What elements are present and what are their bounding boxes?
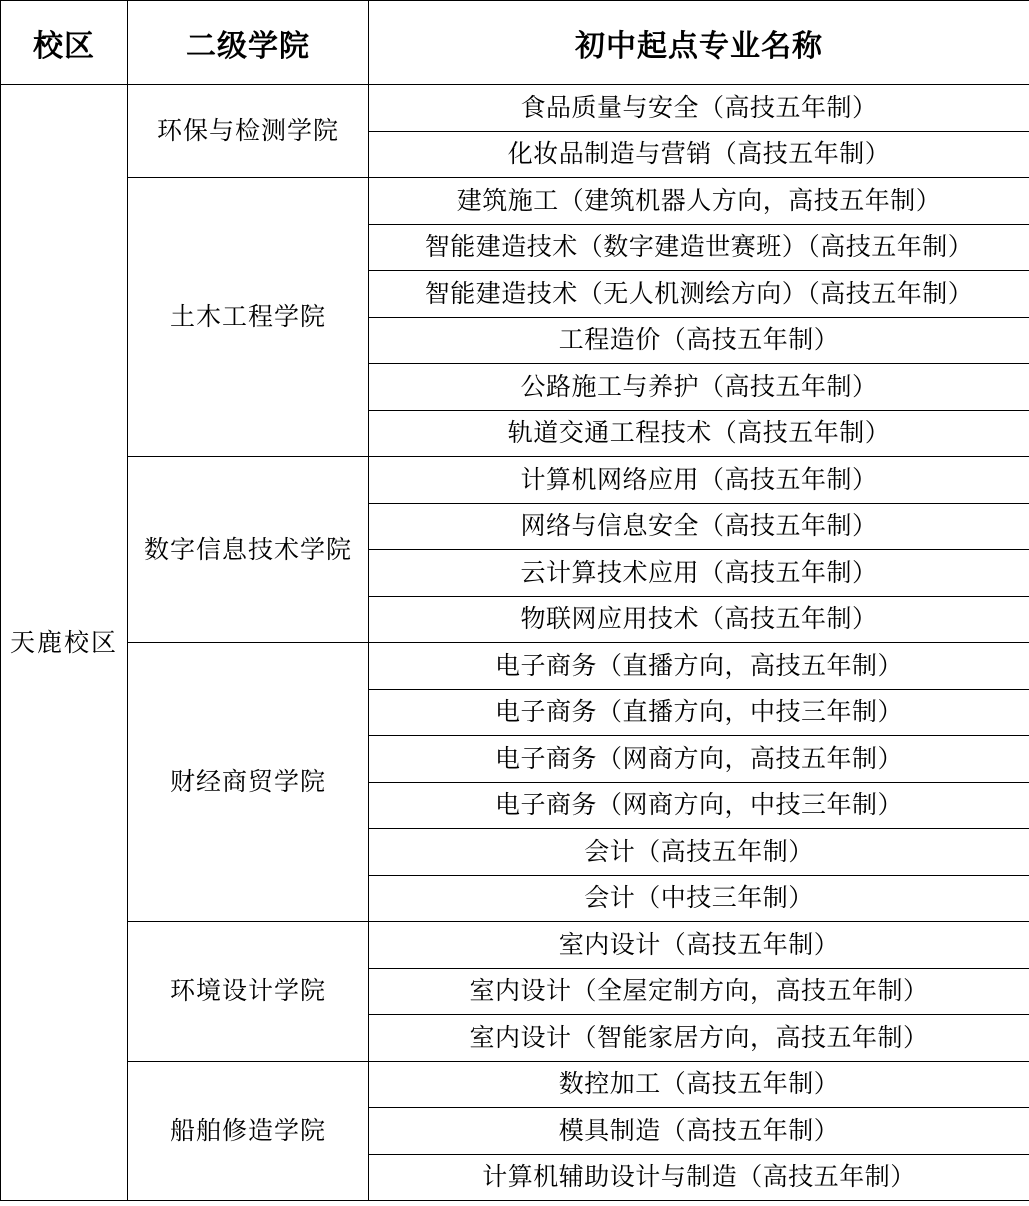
table-row (1, 922, 1029, 969)
major-cell: 电子商务（直播方向，中技三年制） (369, 689, 1029, 736)
college-cell: 土木工程学院 (128, 178, 369, 457)
college-cell: 船舶修造学院 (128, 1061, 369, 1201)
major-cell: 智能建造技术（无人机测绘方向）（高技五年制） (369, 271, 1029, 318)
major-cell: 食品质量与安全（高技五年制） (369, 85, 1029, 132)
table-row (1, 457, 1029, 504)
major-cell: 轨道交通工程技术（高技五年制） (369, 410, 1029, 457)
major-cell: 建筑施工（建筑机器人方向，高技五年制） (369, 178, 1029, 225)
major-cell: 数控加工（高技五年制） (369, 1061, 1029, 1108)
header-college: 二级学院 (128, 1, 369, 85)
major-cell: 室内设计（全屋定制方向，高技五年制） (369, 968, 1029, 1015)
college-cell: 数字信息技术学院 (128, 457, 369, 643)
major-cell: 云计算技术应用（高技五年制） (369, 550, 1029, 597)
major-cell: 工程造价（高技五年制） (369, 317, 1029, 364)
major-cell: 室内设计（智能家居方向，高技五年制） (369, 1015, 1029, 1062)
college-cell: 财经商贸学院 (128, 643, 369, 922)
major-cell: 物联网应用技术（高技五年制） (369, 596, 1029, 643)
table-row (1, 85, 1029, 132)
major-cell: 电子商务（网商方向，高技五年制） (369, 736, 1029, 783)
table-row (1, 643, 1029, 690)
college-cell: 环境设计学院 (128, 922, 369, 1062)
header-major: 初中起点专业名称 (369, 1, 1029, 85)
major-cell: 会计（高技五年制） (369, 829, 1029, 876)
campus-cell: 天鹿校区 (1, 85, 128, 1201)
college-cell: 环保与检测学院 (128, 85, 369, 178)
major-cell: 室内设计（高技五年制） (369, 922, 1029, 969)
major-cell: 电子商务（直播方向，高技五年制） (369, 643, 1029, 690)
major-cell: 会计（中技三年制） (369, 875, 1029, 922)
table-row (1, 178, 1029, 225)
major-cell: 公路施工与养护（高技五年制） (369, 364, 1029, 411)
major-cell: 计算机辅助设计与制造（高技五年制） (369, 1154, 1029, 1201)
header-row (1, 1, 1029, 85)
major-cell: 智能建造技术（数字建造世赛班）（高技五年制） (369, 224, 1029, 271)
major-cell: 化妆品制造与营销（高技五年制） (369, 131, 1029, 178)
major-cell: 计算机网络应用（高技五年制） (369, 457, 1029, 504)
major-cell: 电子商务（网商方向，中技三年制） (369, 782, 1029, 829)
major-cell: 模具制造（高技五年制） (369, 1108, 1029, 1155)
table-row (1, 1061, 1029, 1108)
major-cell: 网络与信息安全（高技五年制） (369, 503, 1029, 550)
header-campus: 校区 (1, 1, 128, 85)
